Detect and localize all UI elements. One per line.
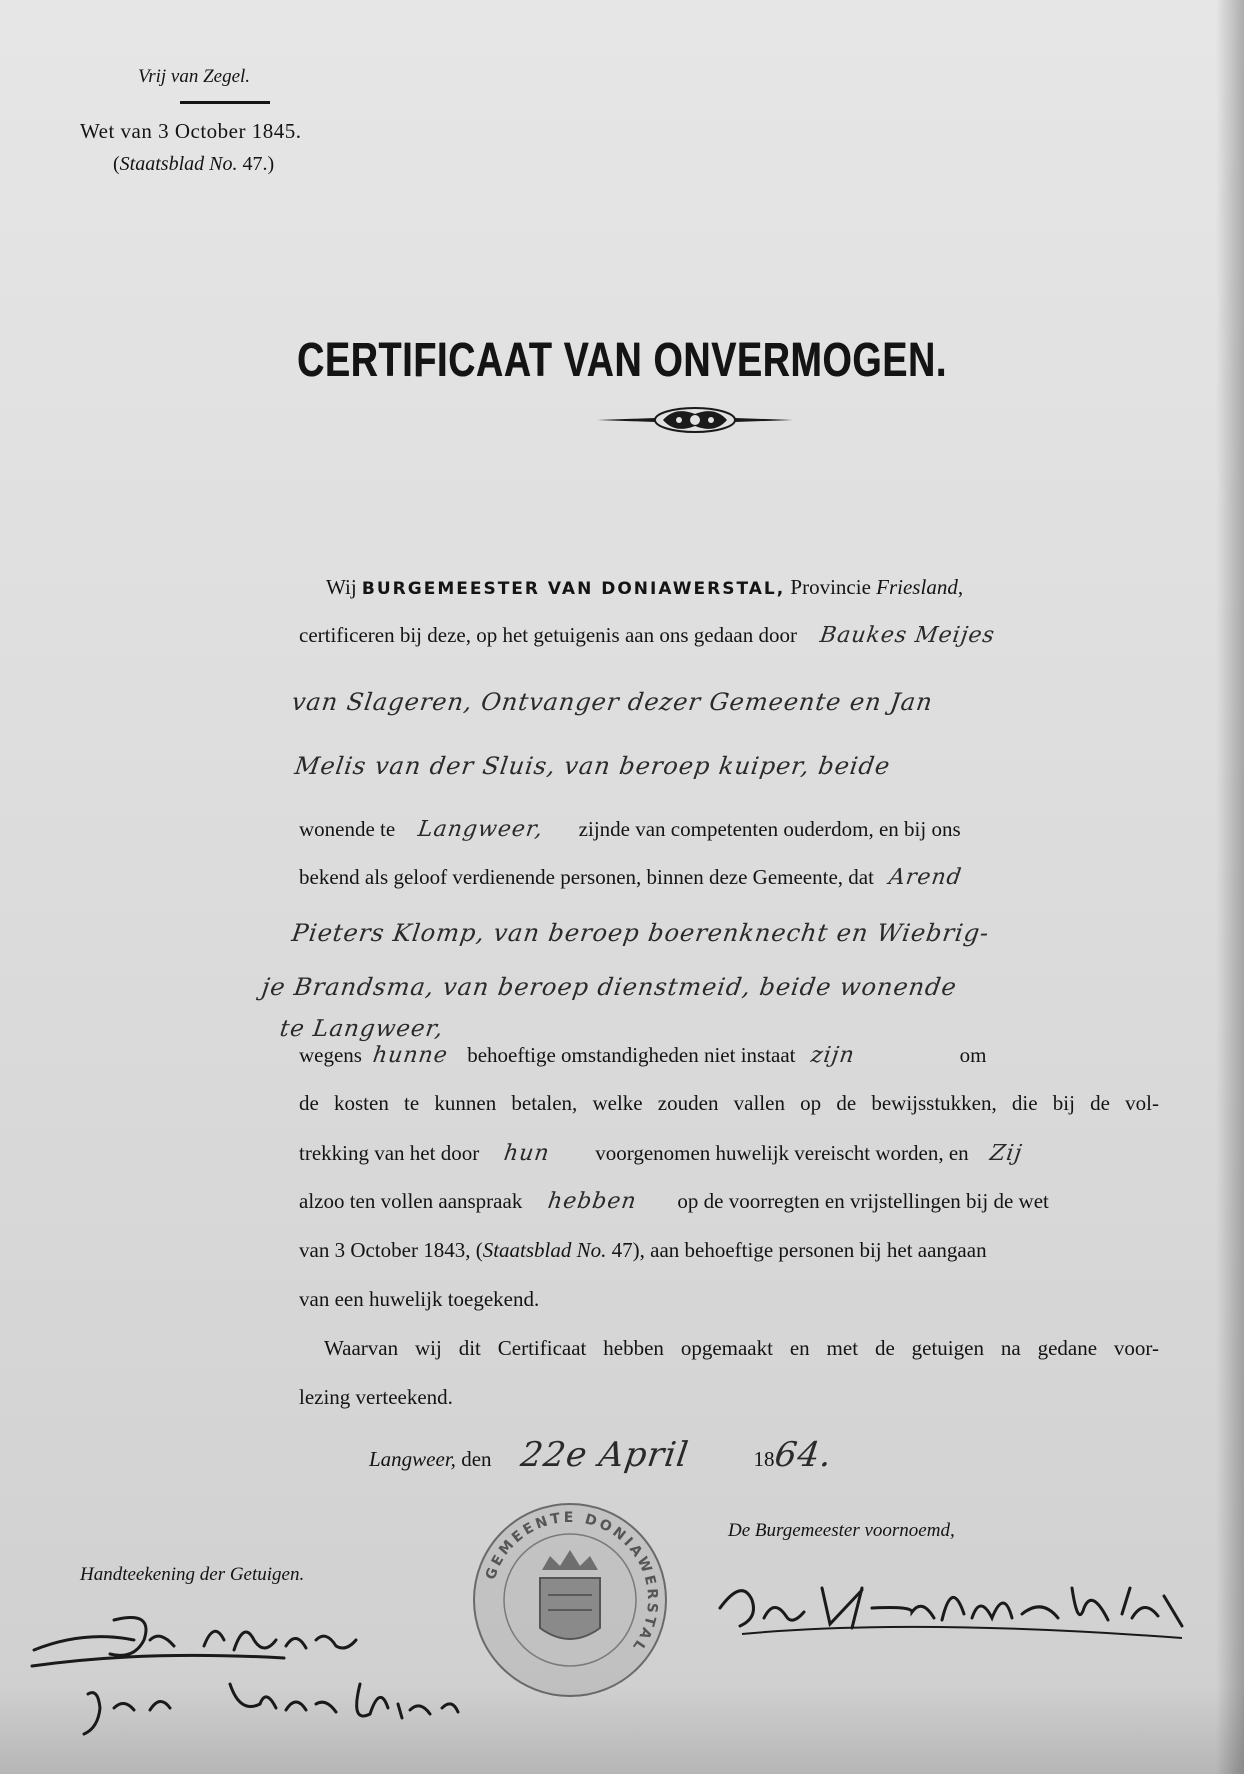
mayor-label: De Burgemeester voornoemd, [728, 1520, 955, 1541]
handwritten-text: je Brandsma, van beroep dienstmeid, beide wonende [260, 973, 959, 1001]
handwritten-date: 22e April [517, 1435, 692, 1475]
text: bekend als geloof verdienende personen, binnen deze Gemeente, dat [299, 865, 874, 889]
text: certificeren bij deze, op het getuigenis aan ons gedaan door [299, 623, 797, 647]
body-line-13 [299, 1187, 1049, 1216]
handwritten-text: Melis van der Sluis, van beroep kuiper, beide [293, 752, 893, 780]
body-line-11: de kosten te kunnen betalen, welke zouden vallen op de bewijsstukken, die bij de vol- [299, 1091, 1159, 1115]
text: Provincie [785, 575, 877, 599]
body-line-5 [299, 815, 961, 844]
text: den [461, 1447, 492, 1471]
gazette-italic: Staatsblad No. [482, 1238, 607, 1262]
text: van 3 October 1843, ( [299, 1238, 483, 1262]
handwritten-text: Pieters Klomp, van beroep boerenknecht en Wiebrig- [290, 919, 992, 947]
handwritten-place: Langweer, [416, 817, 546, 842]
text: alzoo ten vollen aanspraak [299, 1189, 523, 1213]
text: , [957, 575, 964, 599]
text: 47), aan behoeftige personen bij het aangaan [606, 1238, 987, 1262]
handwritten-text: hebben [545, 1189, 638, 1214]
text: zijnde van competenten ouderdom, en bij ons [578, 817, 961, 841]
place-name: Langweer, [369, 1447, 456, 1471]
dateline [369, 1435, 835, 1475]
ornament-flourish [595, 400, 795, 440]
gazette-italic: Staatsblad No. [119, 153, 238, 175]
province-name: Friesland [876, 575, 958, 599]
handwritten-year: 64. [771, 1435, 835, 1475]
body-line-3 [292, 688, 933, 717]
year-printed: 18 [753, 1447, 775, 1471]
gazette-reference [113, 153, 274, 176]
body-line-9 [278, 1015, 446, 1043]
body-line-8 [262, 973, 957, 1002]
seal-text: GEMEENTE DONIAWERSTAL [482, 1509, 661, 1656]
handwritten-text: zijn [809, 1043, 857, 1068]
handwritten-text: hunne [371, 1043, 450, 1068]
text: om [959, 1043, 987, 1067]
handwritten-witness-name: Baukes Meijes [818, 623, 997, 648]
body-line-17: lezing verteekend. [299, 1385, 453, 1409]
body-line-12 [299, 1139, 1022, 1168]
mayor-signature [712, 1548, 1202, 1658]
gazette-close: 47.) [237, 153, 275, 175]
witness-label: Handteekening der Getuigen. [80, 1564, 305, 1585]
body-line-10 [299, 1041, 986, 1070]
handwritten-text: hun [502, 1141, 552, 1166]
municipal-seal [470, 1500, 670, 1700]
page-edge-shadow [1216, 0, 1244, 1774]
handwritten-text: Arend [887, 865, 964, 890]
text: wegens [299, 1043, 362, 1067]
handwritten-text: Zij [988, 1141, 1024, 1166]
text: op de voorregten en vrijstellingen bij de wet [677, 1189, 1049, 1213]
text: trekking van het door [299, 1141, 480, 1165]
text: wonende te [299, 817, 396, 841]
stamp-free-note: Vrij van Zegel. [138, 66, 251, 87]
handwritten-text: van Slageren, Ontvanger dezer Gemeente en Jan [290, 688, 935, 716]
body-line-1 [326, 573, 963, 603]
handwritten-text: te Langweer, [278, 1016, 446, 1042]
text: behoeftige omstandigheden niet instaat [467, 1043, 796, 1067]
mayor-title: BURGEMEESTER VAN DONIAWERSTAL, [361, 579, 786, 599]
body-line-4 [293, 752, 893, 781]
body-line-16: Waarvan wij dit Certificaat hebben opgemaakt en met de getuigen na gedane voor- [324, 1336, 1159, 1360]
body-line-15: van een huwelijk toegekend. [299, 1287, 540, 1311]
document-title: CERTIFICAAT VAN ONVERMOGEN. [297, 334, 947, 387]
body-line-14 [299, 1236, 987, 1264]
text: voorgenomen huwelijk vereischt worden, en [595, 1141, 969, 1165]
body-line-6 [299, 863, 962, 892]
page-bottom-shadow [0, 1684, 1244, 1774]
gazette-open: ( [113, 153, 120, 175]
law-reference: Wet van 3 October 1845. [80, 119, 302, 143]
text: Wij [326, 575, 362, 599]
body-line-2 [299, 621, 995, 650]
body-line-7 [290, 919, 992, 948]
header-rule [180, 101, 270, 104]
